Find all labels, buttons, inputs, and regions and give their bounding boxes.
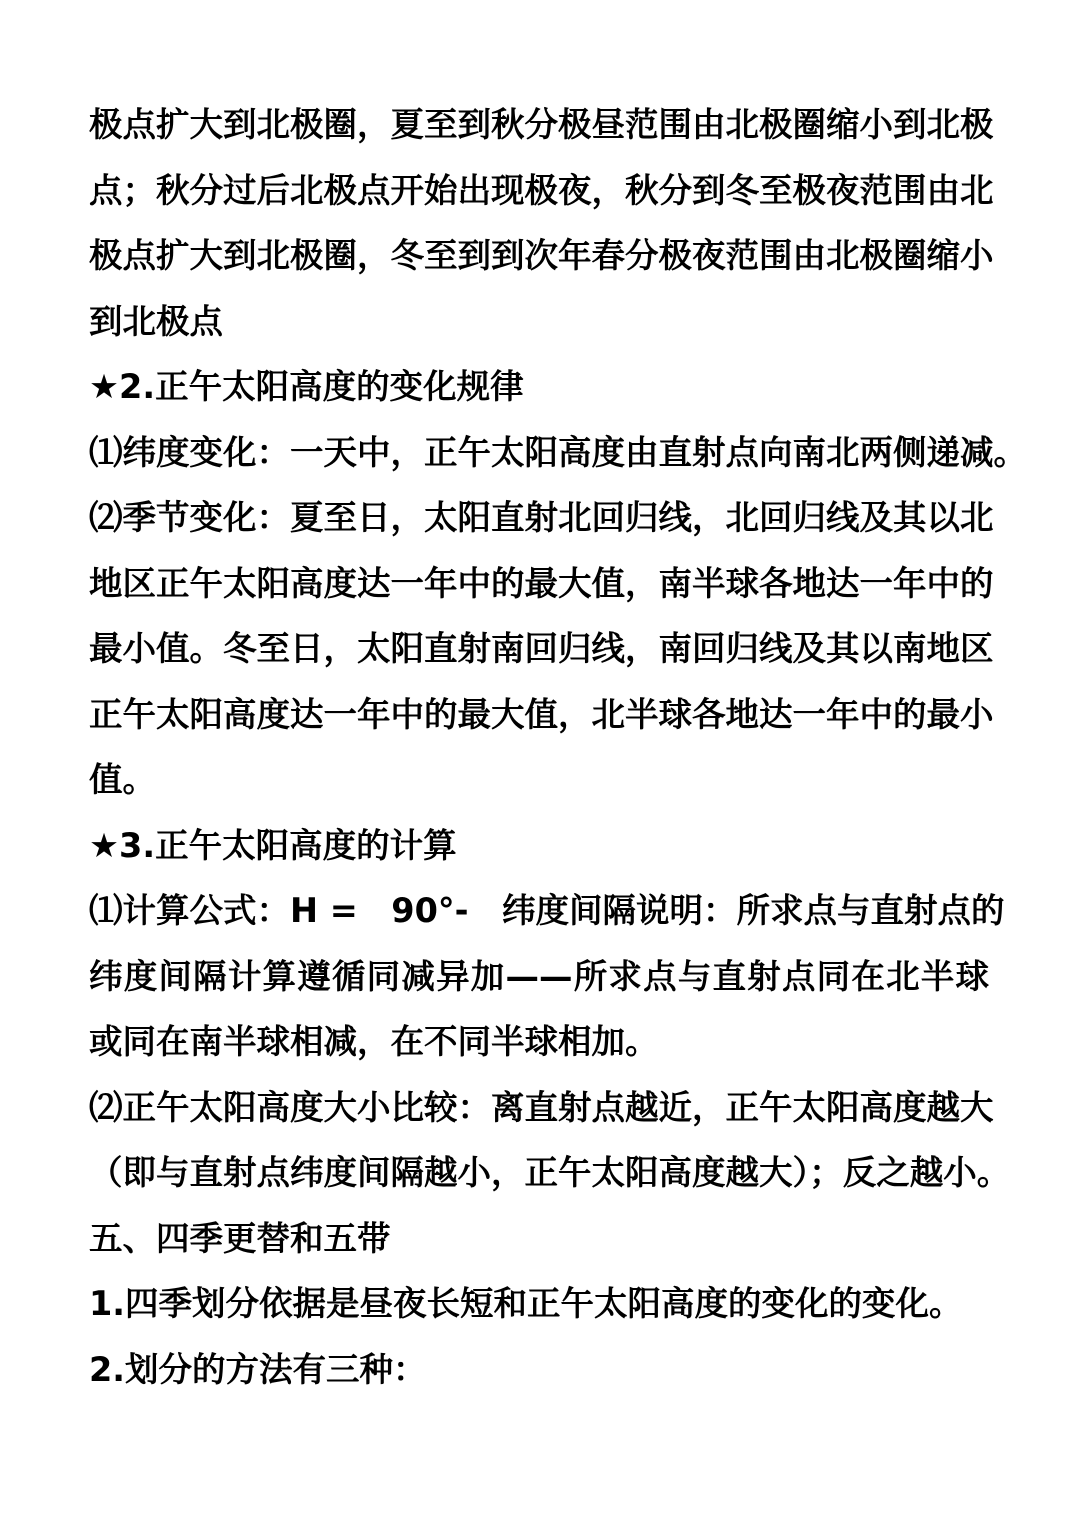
paragraph-line: 正午太阳高度达一年中的最大值，北半球各地达一年中的最小 (89, 694, 994, 734)
paragraph-line: ⑵正午太阳高度大小比较：离直射点越近，正午太阳高度越大 (89, 1087, 994, 1127)
paragraph-line: （即与直射点纬度间隔越小，正午太阳高度越大）；反之越小。 (89, 1153, 1011, 1192)
paragraph-line: 地区正午太阳高度达一年中的最大值，南半球各地达一年中的 (89, 563, 994, 603)
paragraph-line: ⑴纬度变化：一天中，正午太阳高度由直射点向南北两侧递减。 (89, 432, 1027, 472)
paragraph-line: ⑴计算公式：H = 90°- 纬度间隔说明：所求点与直射点的 (89, 891, 1005, 930)
paragraph-line: 1.四季划分依据是昼夜长短和正午太阳高度的变化的变化。 (89, 1284, 963, 1323)
paragraph-line: 点；秋分过后北极点开始出现极夜，秋分到冬至极夜范围由北 (89, 170, 994, 210)
section-heading: ★2.正午太阳高度的变化规律 (89, 367, 524, 406)
paragraph-line: 最小值。冬至日，太阳直射南回归线，南回归线及其以南地区 (89, 629, 994, 668)
section-heading: ★3.正午太阳高度的计算 (89, 825, 457, 865)
paragraph-line: 到北极点 (89, 301, 223, 341)
paragraph-line: 极点扩大到北极圈，冬至到到次年春分极夜范围由北极圈缩小 (89, 236, 994, 275)
paragraph-line: 极点扩大到北极圈，夏至到秋分极昼范围由北极圈缩小到北极 (89, 105, 994, 144)
document-page (89, 92, 1027, 1402)
paragraph-line: ⑵季节变化：夏至日，太阳直射北回归线，北回归线及其以北 (89, 498, 994, 537)
paragraph-line: 或同在南半球相减，在不同半球相加。 (89, 1022, 659, 1061)
paragraph-line: 2.划分的方法有三种： (89, 1349, 427, 1389)
paragraph-line: 纬度间隔计算遵循同减异加——所求点与直射点同在北半球 (89, 956, 989, 996)
paragraph-line: 值。 (89, 760, 156, 799)
section-heading: 五、四季更替和五带 (89, 1218, 391, 1258)
